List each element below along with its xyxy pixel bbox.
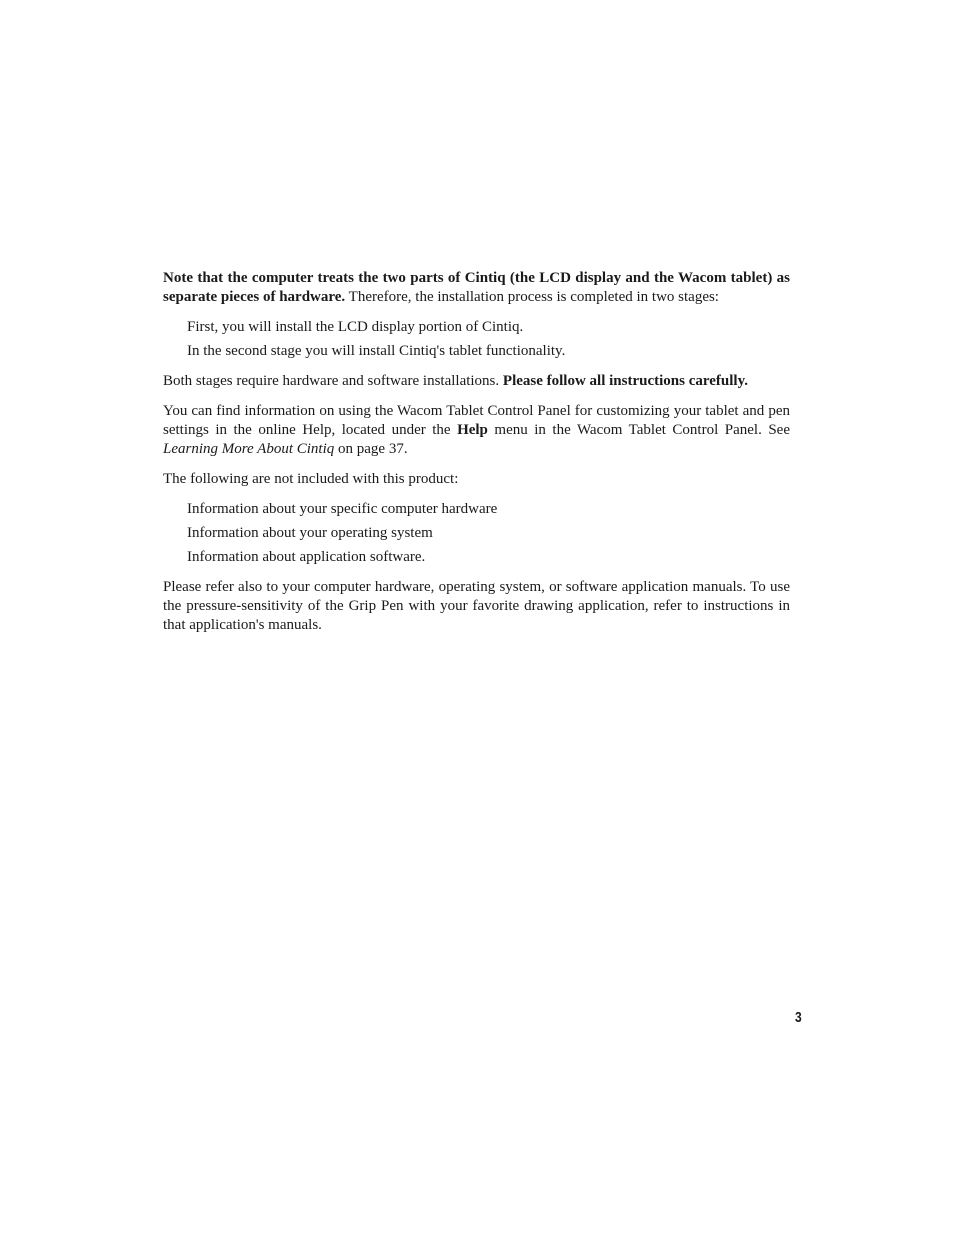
page-body xyxy=(163,269,790,646)
not-included-item-1: Information about your specific computer hardware xyxy=(187,501,498,517)
manuals-paragraph: Please refer also to your computer hardware, operating system, or software application manuals. To use the pressure-sensitivity of the Grip Pen with your favorite drawing application, refer to instructions in that application's manuals. xyxy=(163,579,790,633)
learning-more-reference: Learning More About Cintiq xyxy=(163,441,335,457)
instructions-warning: Please follow all instructions carefully. xyxy=(502,373,749,389)
hardware-note-bold: Note that the computer treats the two parts of Cintiq (the LCD display and the Wacom tablet) as separate pieces of hardware. xyxy=(163,270,790,305)
installations-paragraph xyxy=(163,372,790,391)
control-panel-text-a: You can find information on using the Wacom Tablet Control Panel for customizing your tablet and pen settings in the online Help, located under the xyxy=(163,403,790,438)
control-panel-paragraph xyxy=(163,402,790,459)
control-panel-text-c: on page 37. xyxy=(334,441,408,457)
hardware-note-paragraph xyxy=(163,269,790,307)
installations-text: Both stages require hardware and software installations. xyxy=(163,373,503,389)
not-included-intro: The following are not included with this product: xyxy=(163,471,459,487)
control-panel-text-b: menu in the Wacom Tablet Control Panel. See xyxy=(487,422,790,438)
stage-item-1: First, you will install the LCD display portion of Cintiq. xyxy=(187,319,524,335)
help-menu-label: Help xyxy=(457,422,488,438)
not-included-item-2: Information about your operating system xyxy=(187,525,433,541)
hardware-note-text: Therefore, the installation process is completed in two stages: xyxy=(345,289,719,305)
stage-item-2: In the second stage you will install Cintiq's tablet functionality. xyxy=(187,343,566,359)
not-included-item-3: Information about application software. xyxy=(187,549,426,565)
page-number: 3 xyxy=(795,1009,802,1026)
